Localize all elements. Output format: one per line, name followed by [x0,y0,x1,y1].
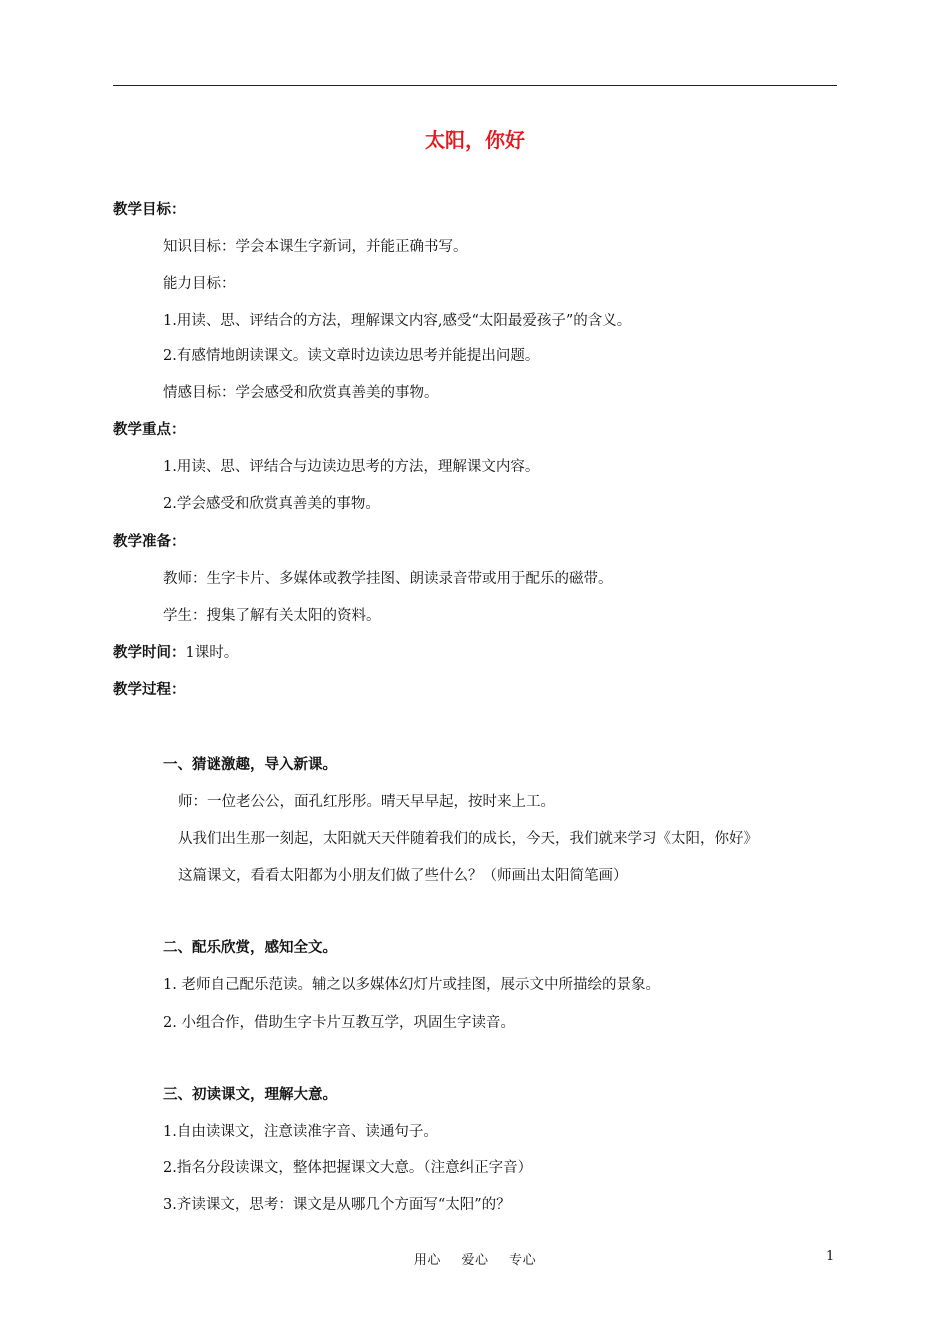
teaching-time-value: 1课时。 [185,645,239,661]
process-heading: 教学过程： [113,682,186,698]
objectives-heading: 教学目标： [113,202,186,218]
teaching-time-heading: 教学时间： [113,645,186,661]
section-heading: 二、配乐欣赏，感知全文。 [163,940,337,956]
document-title: 太阳，你好 [425,128,525,152]
knowledge-objective: 知识目标：学会本课生字新词，并能正确书写。 [163,239,468,255]
section-text: 从我们出生那一刻起，太阳就天天伴随着我们的成长，今天，我们就来学习《太阳，你好》 [178,831,758,847]
key-points-heading: 教学重点： [113,422,186,438]
ability-objective-item: 1.用读、思、评结合的方法，理解课文内容,感受“太阳最爱孩子”的含义。 [163,313,632,329]
section-text: 这篇课文，看看太阳都为小朋友们做了些什么？（师画出太阳简笔画） [178,868,628,884]
preparation-heading: 教学准备： [113,534,186,550]
section-item: 3.齐读课文，思考：课文是从哪几个方面写“太阳”的？ [163,1197,511,1213]
header-rule [113,85,837,86]
page-number: 1 [826,1249,835,1264]
footer-word: 用心 [413,1253,441,1268]
section-item: 1. 老师自己配乐范读。辅之以多媒体幻灯片或挂图，展示文中所描绘的景象。 [163,977,660,993]
student-preparation: 学生：搜集了解有关太阳的资料。 [163,608,381,624]
key-point-item: 2.学会感受和欣赏真善美的事物。 [163,496,380,512]
section-heading: 一、猜谜激趣，导入新课。 [163,757,337,773]
teaching-time [113,643,238,663]
section-item: 2.指名分段读课文，整体把握课文大意。（注意纠正字音） [163,1160,533,1176]
section-item: 1.自由读课文，注意读准字音、读通句子。 [163,1124,438,1140]
ability-objective-item: 2.有感情地朗读课文。读文章时边读边思考并能提出问题。 [163,348,540,364]
section-text: 师：一位老公公，面孔红彤彤。晴天早早起，按时来上工。 [178,794,555,810]
footer-word: 爱心 [461,1253,489,1268]
teacher-preparation: 教师：生字卡片、多媒体或教学挂图、朗读录音带或用于配乐的磁带。 [163,571,613,587]
footer-motto [0,1249,950,1268]
emotion-objective: 情感目标：学会感受和欣赏真善美的事物。 [163,385,439,401]
ability-objective-heading: 能力目标： [163,276,236,292]
section-heading: 三、初读课文，理解大意。 [163,1087,337,1103]
key-point-item: 1.用读、思、评结合与边读边思考的方法，理解课文内容。 [163,459,540,475]
section-item: 2. 小组合作，借助生字卡片互教互学，巩固生字读音。 [163,1015,515,1031]
footer-word: 专心 [509,1253,537,1268]
